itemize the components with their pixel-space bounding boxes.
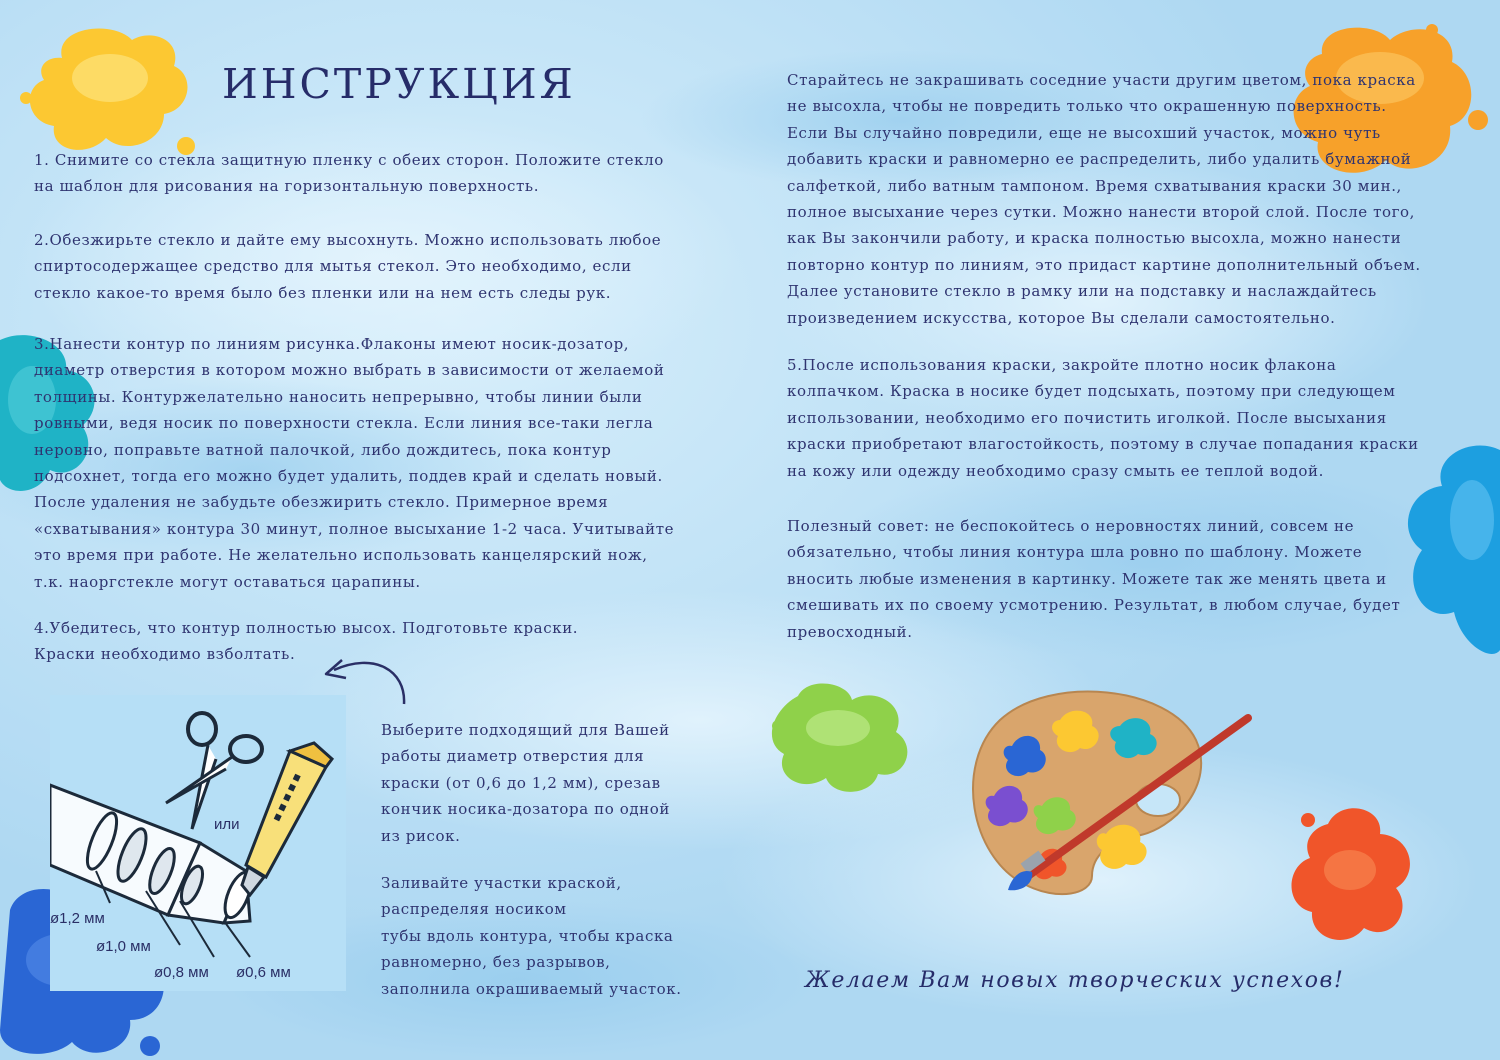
fill-note-text: Заливайте участки краской, распределяя носиком тубы вдоль контура, чтобы краска равномерно, без разрывов, заполнила окрашиваемый участок. xyxy=(381,874,682,998)
step-3-text: 3.Нанести контур по линиям рисунка.Флаконы имеют носик-дозатор, диаметр отверстия в котором можно выбрать в зависимости от желаемой толщины. Контуржелательно наносить непрерывно, чтобы линии были ровными, ведя носик по поверхности стекла. Если линия все-таки легла неровно, поправьте ватной палочкой, либо дождитесь, пока контур подсохнет, тогда его можно будет удалить, поддев край и сделать новый. После удаления не забудьте обезжирить стекло. Примерное время «схватывания» контура 30 минут, полное высыхание 1-2 часа. Учитывайте это время при работе. Не желательно использовать канцелярский нож, т.к. наоргстекле могут оставаться царапины. xyxy=(34,335,675,591)
yellow-paint-splash xyxy=(14,18,204,168)
size-label-1-0: ø1,0 мм xyxy=(96,938,151,955)
closing-wish: Желаем Вам новых творческих успехов! xyxy=(805,968,1345,993)
paint-palette-icon xyxy=(960,680,1260,900)
or-label: или xyxy=(214,816,240,833)
page-title: ИНСТРУКЦИЯ xyxy=(222,60,576,108)
size-label-1-2: ø1,2 мм xyxy=(50,910,105,927)
step-4-text: 4.Убедитесь, что контур полностью высох. Подготовьте краски. Краски необходимо взболтать. xyxy=(34,619,579,664)
step-2-text: 2.Обезжирьте стекло и дайте ему высохнуть. Можно использовать любое спиртосодержащее средство для мытья стекол. Это необходимо, если стекло какое-то время было без пленки или на нем есть следы рук. xyxy=(34,231,662,302)
nozzle-diagram xyxy=(50,695,346,991)
step-1-text: 1. Снимите со стекла защитную пленку с обеих сторон. Положите стекло на шаблон для рисования на горизонтальную поверхность. xyxy=(34,151,664,196)
tip-text: Полезный совет: не беспокойтесь о неровностях линий, совсем не обязательно, чтобы линия контура шла ровно по шаблону. Можете вносить любые изменения в картинку. Можете так же менять цвета и смешивать их по своему усмотрению. Результат, в любом случае, будет превосходный. xyxy=(787,517,1401,641)
nozzle-note-text: Выберите подходящий для Вашей работы диаметр отверстия для краски (от 0,6 до 1,2 мм), срезав кончик носика-дозатора по одной из рисок. xyxy=(381,721,670,845)
green-paint-splash xyxy=(768,676,920,796)
step-5-text: 5.После использования краски, закройте плотно носик флакона колпачком. Краска в носике будет подсыхать, поэтому при следующем использовании, необходимо его почистить иголкой. После высыхания краски приобретают влагостойкость, поэтому в случае попадания краски на кожу или одежду необходимо сразу смыть ее теплой водой. xyxy=(787,356,1419,480)
size-label-0-8: ø0,8 мм xyxy=(154,964,209,981)
drying-text: Старайтесь не закрашивать соседние участи другим цветом, пока краска не высохла, чтобы не повредить только что окрашенную поверхность. Если Вы случайно повредили, еще не высохший участок, можно чуть добавить краски и равномерно ее распределить, либо удалить бумажной салфеткой, либо ватным тампоном. Время схватывания краски 30 мин., полное высыхание через сутки. Можно нанести второй слой. После того, как Вы закончили работу, и краска полностью высохла, можно нанести повторно контур по линиям, это придаст картине дополнительный объем. Далее установите стекло в рамку или на подставку и наслаждайтесь произведением искусства, которое Вы сделали самостоятельно. xyxy=(787,71,1421,327)
red-paint-splash xyxy=(1288,800,1420,950)
size-label-0-6: ø0,6 мм xyxy=(236,964,291,981)
